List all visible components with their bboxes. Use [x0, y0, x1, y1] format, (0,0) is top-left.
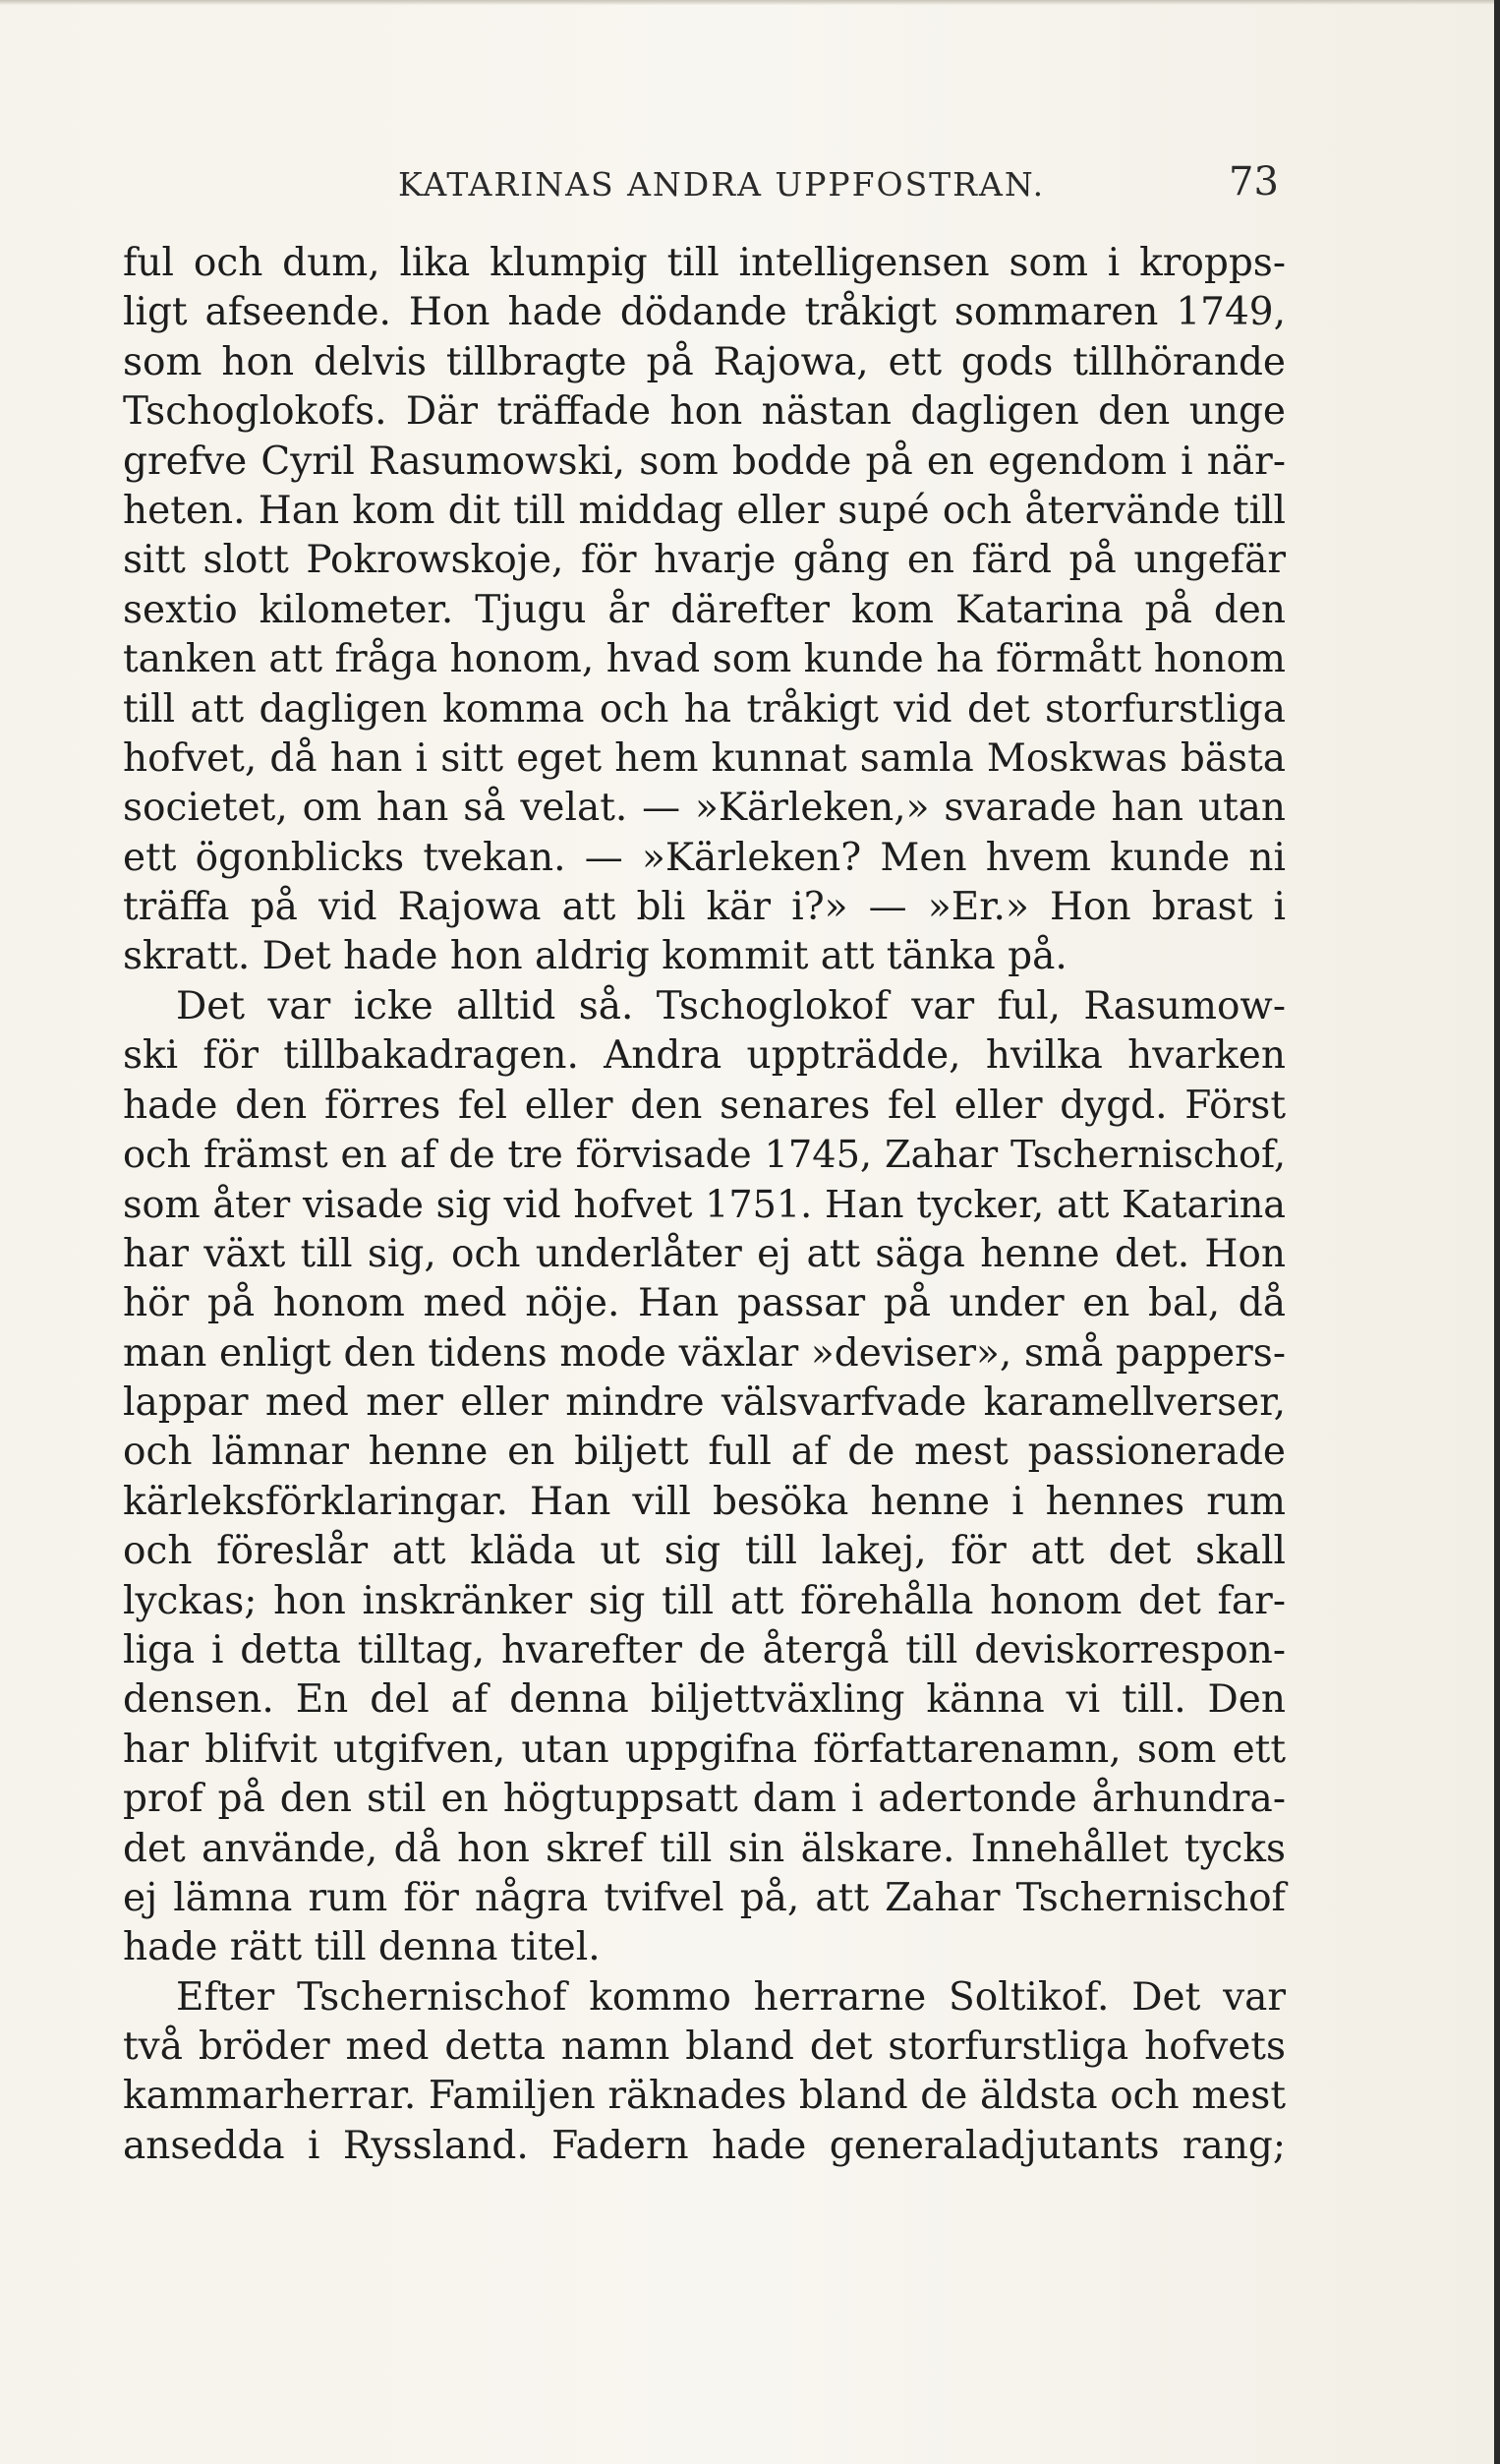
text-line: prof på den stil en högtuppsatt dam i adertonde århundra- — [123, 1777, 1286, 1822]
text-line: man enligt den tidens mode växlar »deviser», små pappers- — [123, 1330, 1286, 1376]
body-text — [123, 239, 1286, 2171]
text-line: lyckas; hon inskränker sig till att förehålla honom det far- — [123, 1578, 1286, 1623]
text-line: ett ögonblicks tvekan. — »Kärleken? Men hvem kunde ni — [123, 835, 1286, 880]
page-number: 73 — [1229, 159, 1279, 205]
text-line: tanken att fråga honom, hvad som kunde ha förmått honom — [123, 637, 1286, 682]
text-line: hade rätt till denna titel. — [123, 1925, 601, 1970]
text-line: sextio kilometer. Tjugu år därefter kom Katarina på den — [123, 587, 1286, 632]
text-line: liga i detta tilltag, hvarefter de återgå till deviskorrespon- — [123, 1627, 1286, 1672]
text-line: societet, om han så velat. — »Kärleken,» svarade han utan — [123, 786, 1286, 831]
text-line: två bröder med detta namn bland det storfurstliga hofvets — [123, 2024, 1286, 2070]
text-line: ej lämna rum för några tvifvel på, att Zahar Tschernischof — [123, 1875, 1286, 1920]
text-line: sitt slott Pokrowskoje, för hvarje gång en färd på ungefär — [123, 538, 1286, 583]
text-line: Tschoglokofs. Där träffade hon nästan dagligen den unge — [123, 389, 1286, 435]
text-line: som hon delvis tillbragte på Rajowa, ett gods tillhörande — [123, 339, 1286, 384]
text-line: och lämnar henne en biljett full af de mest passionerade — [123, 1430, 1286, 1475]
text-line: ski för tillbakadragen. Andra uppträdde, hvilka hvarken — [123, 1033, 1286, 1079]
text-line: heten. Han kom dit till middag eller supé och återvände till — [123, 488, 1286, 533]
text-line: hör på honom med nöje. Han passar på under en bal, då — [123, 1281, 1286, 1326]
text-line: och främst en af de tre förvisade 1745, Zahar Tschernischof, — [123, 1133, 1286, 1178]
text-line: skratt. Det hade hon aldrig kommit att tänka på. — [123, 934, 1067, 979]
text-line: Efter Tschernischof kommo herrarne Soltikof. Det var — [176, 1974, 1286, 2020]
page-header — [0, 155, 1500, 214]
text-line: hofvet, då han i sitt eget hem kunnat samla Moskwas bästa — [123, 735, 1286, 781]
text-line: till att dagligen komma och ha tråkigt vid det storfurstliga — [123, 686, 1286, 732]
text-line: har blifvit utgifven, utan uppgifna författarenamn, som ett — [123, 1727, 1286, 1772]
text-line: ful och dum, lika klumpig till intelligensen som i kropps- — [123, 241, 1286, 285]
text-line: densen. En del af denna biljettväxling känna vi till. Den — [123, 1677, 1286, 1723]
text-line: Det var icke alltid så. Tschoglokof var ful, Rasumow- — [176, 983, 1286, 1028]
text-line: det använde, då hon skref till sin älskare. Innehållet tycks — [123, 1826, 1286, 1871]
text-line: kärleksförklaringar. Han vill besöka henne i hennes rum — [123, 1479, 1286, 1524]
running-title: KATARINAS ANDRA UPPFOSTRAN. — [398, 165, 1046, 204]
text-line: träffa på vid Rajowa att bli kär i?» — »Er.» Hon brast i — [123, 885, 1286, 930]
text-line: ligt afseende. Hon hade dödande tråkigt sommaren 1749, — [123, 290, 1286, 335]
text-line: som åter visade sig vid hofvet 1751. Han tycker, att Katarina — [123, 1183, 1286, 1227]
text-line: lappar med mer eller mindre välsvarfvade karamellverser, — [123, 1379, 1286, 1425]
text-line: grefve Cyril Rasumowski, som bodde på en egendom i när- — [123, 439, 1286, 484]
text-line: hade den förres fel eller den senares fel eller dygd. Först — [123, 1083, 1286, 1128]
text-line: och föreslår att kläda ut sig till lakej, för att det skall — [123, 1529, 1286, 1574]
text-line: har växt till sig, och underlåter ej att säga henne det. Hon — [123, 1231, 1286, 1276]
page-right-edge — [1494, 0, 1500, 2464]
page-top-edge — [0, 0, 1500, 5]
text-line: ansedda i Ryssland. Fadern hade generaladjutants rang; — [123, 2123, 1286, 2168]
text-line: kammarherrar. Familjen räknades bland de äldsta och mest — [123, 2074, 1286, 2119]
